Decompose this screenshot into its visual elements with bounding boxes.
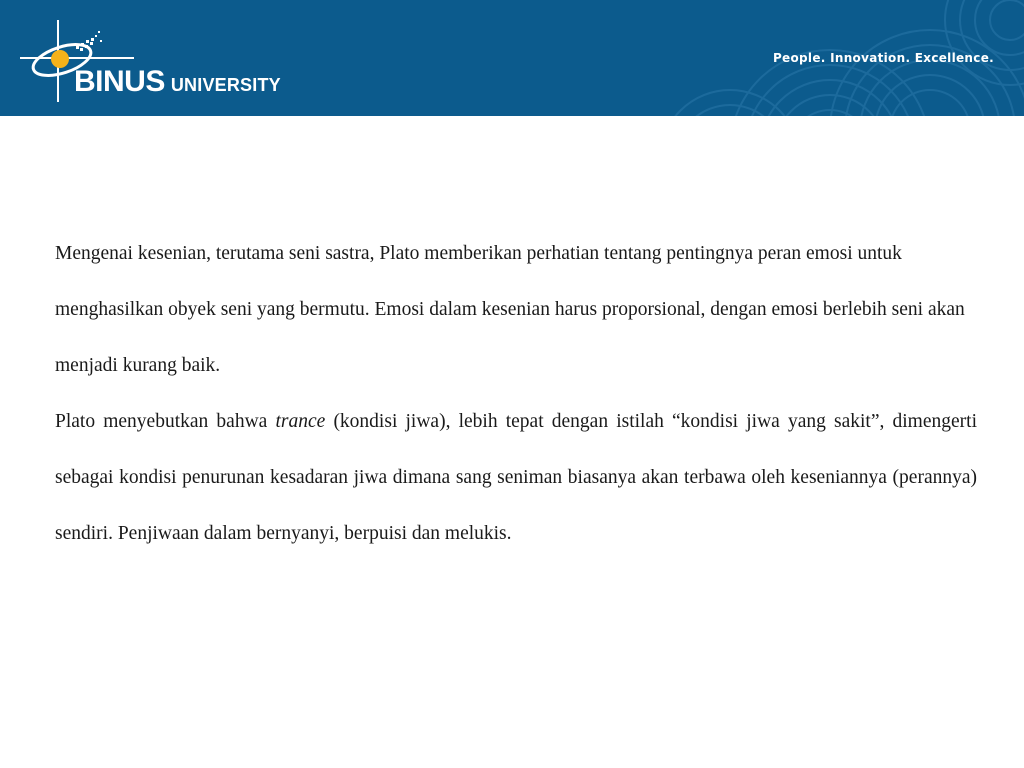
binus-logo <box>18 16 308 106</box>
paragraph-2-before: Plato menyebutkan bahwa <box>55 411 276 432</box>
logo-university-text: UNIVERSITY <box>170 75 281 95</box>
tagline: People. Innovation. Excellence. <box>772 51 994 65</box>
logo-wordmark <box>74 65 281 99</box>
paragraph-1: Mengenai kesenian, terutama seni sastra, Plato memberikan perhatian tentang pentingnya peran emosi untuk menghasilkan obyek seni yang bermutu. Emosi dalam kesenian harus proporsional, dengan emosi berlebih seni akan menjadi kurang baik. <box>55 243 965 376</box>
slide-body <box>55 226 977 562</box>
paragraph-2 <box>55 394 977 562</box>
header-banner <box>0 0 1024 116</box>
logo-binus-text: BINUS <box>74 65 165 98</box>
paragraph-2-after: (kondisi jiwa), lebih tepat dengan istilah “kondisi jiwa yang sakit”, dimengerti sebagai kondisi penurunan kesadaran jiwa dimana sang seniman biasanya akan terbawa oleh keseniannya (perannya) sendiri. Penjiwaan dalam bernyanyi, berpuisi dan melukis. <box>55 411 977 544</box>
paragraph-2-italic-term: trance <box>275 411 326 432</box>
